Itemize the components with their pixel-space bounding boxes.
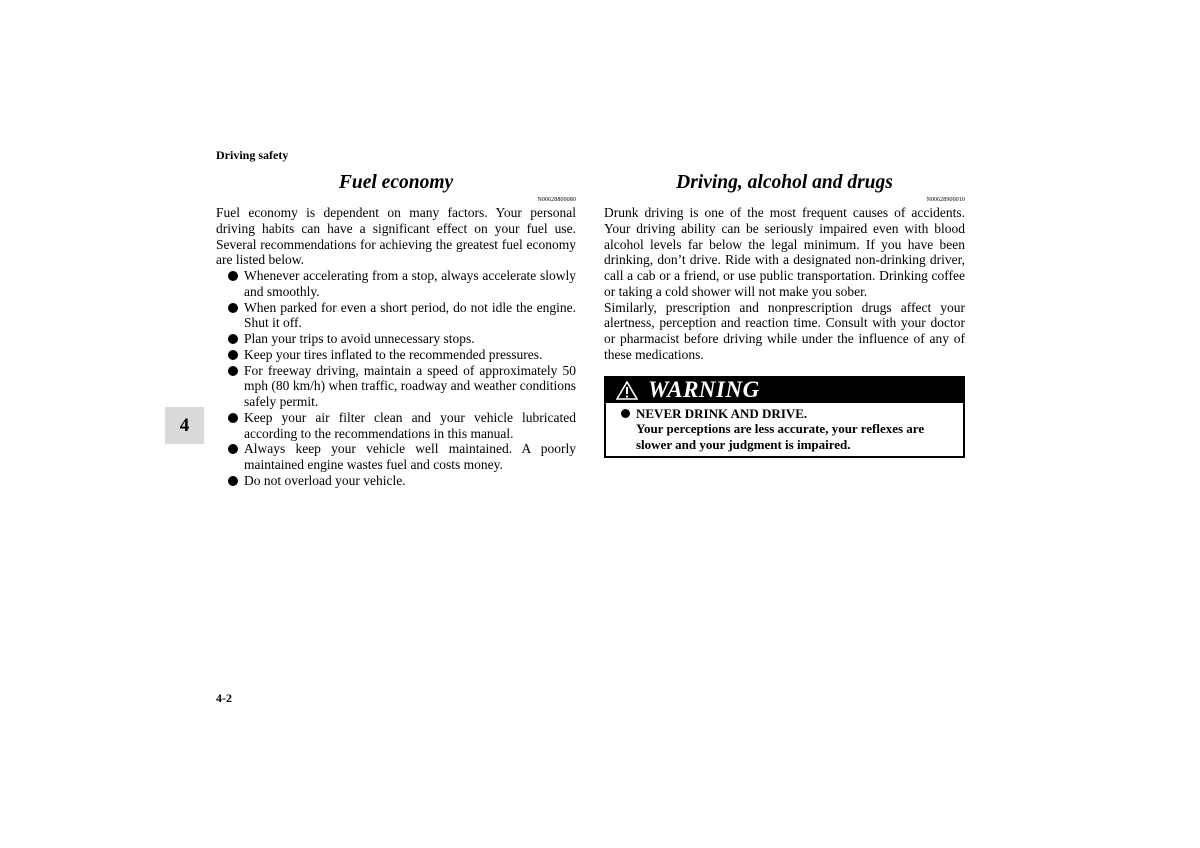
warning-heading-text: NEVER DRINK AND DRIVE. — [636, 405, 808, 421]
warning-header — [606, 378, 963, 403]
list-item-text: Keep your air filter clean and your vehicle lubricated according to the recommendations in this manual. — [244, 409, 576, 441]
section-code: N00628900010 — [926, 197, 965, 203]
section-title-alcohol-drugs: Driving, alcohol and drugs — [676, 172, 893, 193]
intro-paragraph: Fuel economy is dependent on many factors. Your personal driving habits can have a significant effect on your fuel use. Several recommendations for achieving the greatest fuel economy are listed below. — [216, 205, 576, 268]
bullet-icon — [228, 444, 238, 454]
chapter-tab: 4 — [165, 407, 204, 444]
section-code: N00628800080 — [537, 197, 576, 203]
list-item — [216, 300, 576, 332]
warning-body — [606, 403, 963, 457]
bullet-icon — [228, 413, 238, 423]
bullet-icon — [228, 334, 238, 344]
list-item-text: For freeway driving, maintain a speed of approximately 50 mph (80 km/h) when traffic, roadway and weather conditions safely permit. — [244, 362, 576, 409]
bullet-icon — [228, 476, 238, 486]
list-item — [216, 268, 576, 300]
list-item-text: Plan your trips to avoid unnecessary stops. — [244, 331, 475, 346]
section-title-fuel-economy: Fuel economy — [338, 172, 454, 193]
warning-heading — [618, 406, 955, 422]
right-column — [604, 168, 965, 458]
list-item-text: Whenever accelerating from a stop, always accelerate slowly and smoothly. — [244, 268, 576, 299]
list-item — [216, 363, 576, 410]
list-item — [216, 331, 576, 347]
list-item-text: Keep your tires inflated to the recommended pressures. — [244, 346, 543, 362]
list-item — [216, 441, 576, 473]
bullet-icon — [228, 303, 238, 313]
bullet-icon — [228, 271, 238, 281]
warning-text: Your perceptions are less accurate, your reflexes are slower and your judgment is impaired. — [636, 421, 925, 452]
list-item-text: Do not overload your vehicle. — [244, 472, 406, 488]
running-header: Driving safety — [216, 148, 289, 162]
paragraph: Drunk driving is one of the most frequent causes of accidents. Your driving ability can be seriously impaired even with blood alcohol levels far below the legal minimum. If you have been drinking, don’t drive. Ride with a designated non-drinking driver, call a cab or a friend, or use public transportation. Drinking coffee or taking a cold shower will not make you sober. — [604, 205, 965, 299]
paragraph: Similarly, prescription and nonprescription drugs affect your alertness, perception and reaction time. Consult with your doctor or pharmacist before driving while under the influence of any of these medications. — [604, 299, 965, 362]
bullet-icon — [621, 409, 630, 418]
warning-triangle-icon — [616, 381, 638, 400]
warning-box — [604, 376, 965, 459]
bullet-icon — [228, 366, 238, 376]
list-item-text: Always keep your vehicle well maintained. A poorly maintained engine wastes fuel and costs money. — [244, 441, 576, 472]
tips-list — [216, 268, 576, 489]
warning-title: WARNING — [648, 377, 760, 402]
bullet-icon — [228, 350, 238, 360]
list-item-text: When parked for even a short period, do not idle the engine. Shut it off. — [244, 299, 576, 331]
list-item — [216, 347, 576, 363]
list-item — [216, 410, 576, 442]
left-column — [216, 168, 576, 489]
list-item — [216, 473, 576, 489]
page-number: 4-2 — [216, 691, 232, 705]
